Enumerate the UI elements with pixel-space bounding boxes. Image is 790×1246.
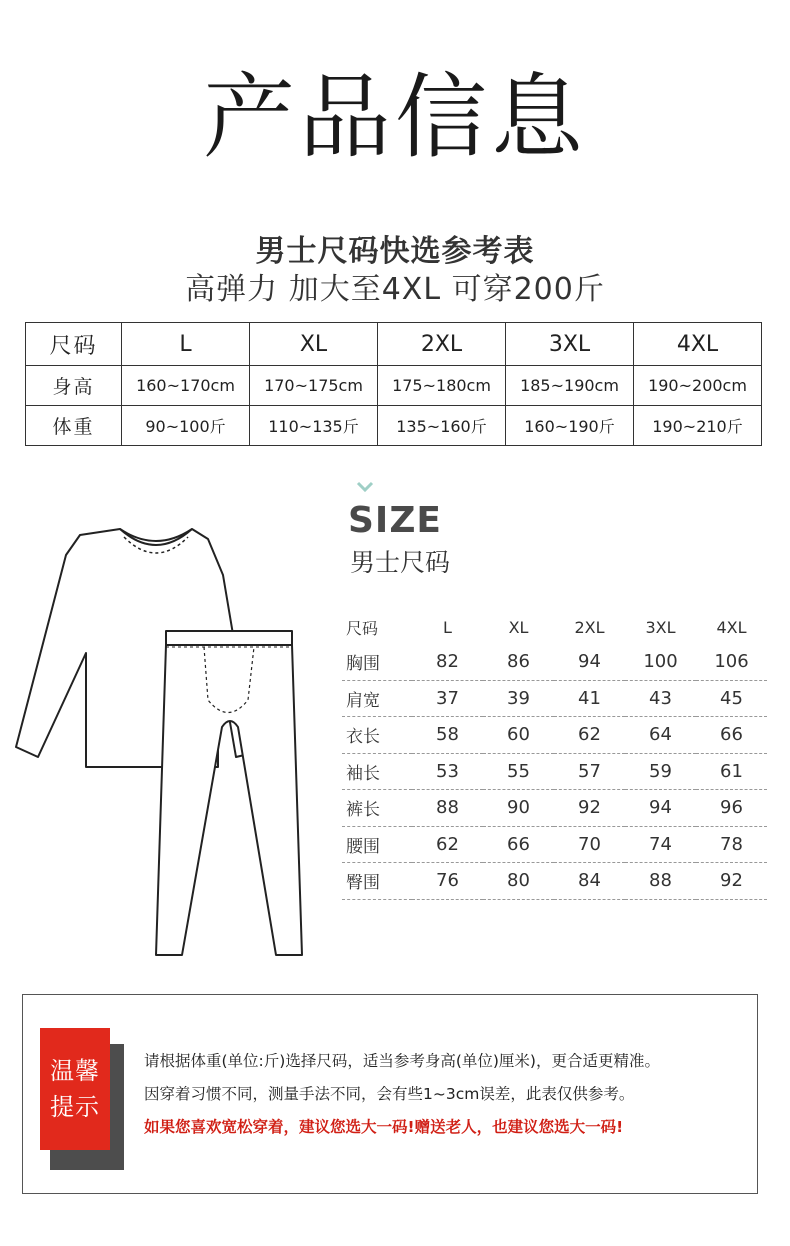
row-label: 腰围 [342,826,412,863]
table-cell: 94 [554,644,625,680]
notice-line: 因穿着习惯不同，测量手法不同，会有些1~3cm误差，此表仅供参考。 [144,1085,635,1103]
table-cell: 82 [412,644,483,680]
row-label: 胸围 [342,644,412,680]
spec-table-header-row [342,610,767,644]
height-row [26,366,762,406]
row-label: 体重 [26,406,122,446]
table-cell: 135~160斤 [378,406,506,446]
table-cell: 110~135斤 [250,406,378,446]
table-cell: 86 [483,644,554,680]
notice-text [144,1046,660,1145]
table-cell: 76 [412,863,483,900]
row-label: 裤长 [342,790,412,827]
header-cell: 3XL [645,617,676,637]
table-row [342,826,767,863]
header-cell: 2XL [378,323,506,366]
page-title: 产品信息 [202,64,587,171]
table-cell: 84 [554,863,625,900]
row-label: 臀围 [342,863,412,900]
table-cell: 37 [412,680,483,717]
row-label: 身高 [26,366,122,406]
header-cell: L [122,323,250,366]
header-cell: 尺码 [26,323,122,366]
table-cell: 92 [554,790,625,827]
table-row [342,863,767,900]
table-row [342,644,767,680]
table-cell: 106 [696,644,767,680]
table-cell: 96 [696,790,767,827]
chevron-down-icon [356,480,374,494]
table-cell: 45 [696,680,767,717]
size-spec-table [342,610,767,900]
reference-table-header-row [26,323,762,366]
table-cell: 55 [483,753,554,790]
row-label: 袖长 [342,753,412,790]
header-cell: L [443,617,452,637]
table-cell: 88 [625,863,696,900]
size-subheading: 男士尺码 [350,548,451,577]
table-cell: 78 [696,826,767,863]
table-cell: 57 [554,753,625,790]
table-cell: 60 [483,717,554,754]
chart-tagline: 高弹力 加大至4XL 可穿200斤 [185,272,605,307]
table-cell: 62 [554,717,625,754]
table-cell: 64 [625,717,696,754]
table-cell: 88 [412,790,483,827]
notice-tab-line1: 温馨 [50,1057,100,1085]
table-row [342,680,767,717]
notice-warning-line: 如果您喜欢宽松穿着，建议您选大一码!赠送老人，也建议您选大一码! [144,1118,624,1136]
table-cell: 66 [696,717,767,754]
chart-title: 男士尺码快选参考表 [255,234,535,269]
thermal-underwear-illustration-icon [8,525,308,960]
table-cell: 100 [625,644,696,680]
table-cell: 74 [625,826,696,863]
table-cell: 62 [412,826,483,863]
table-cell: 80 [483,863,554,900]
row-label: 肩宽 [342,680,412,717]
row-label: 衣长 [342,717,412,754]
table-cell: 160~190斤 [506,406,634,446]
table-cell: 170~175cm [250,366,378,406]
table-cell: 175~180cm [378,366,506,406]
table-cell: 190~200cm [634,366,762,406]
size-heading: SIZE [348,500,443,541]
table-cell: 94 [625,790,696,827]
table-row [342,790,767,827]
table-cell: 53 [412,753,483,790]
table-cell: 70 [554,826,625,863]
table-cell: 43 [625,680,696,717]
table-cell: 90~100斤 [122,406,250,446]
table-cell: 39 [483,680,554,717]
weight-row [26,406,762,446]
notice-tab [40,1028,110,1150]
table-cell: 90 [483,790,554,827]
table-cell: 190~210斤 [634,406,762,446]
table-cell: 92 [696,863,767,900]
table-cell: 61 [696,753,767,790]
header-cell: 3XL [506,323,634,366]
quick-size-reference-table [25,322,762,446]
header-cell: 4XL [716,617,747,637]
notice-line: 请根据体重(单位:斤)选择尺码，适当参考身高(单位)厘米)，更合适更精准。 [144,1052,660,1070]
header-cell: 2XL [574,617,605,637]
table-row [342,717,767,754]
header-cell: XL [250,323,378,366]
header-cell: XL [508,617,529,637]
notice-tab-line2: 提示 [50,1093,100,1121]
table-cell: 66 [483,826,554,863]
table-cell: 58 [412,717,483,754]
table-cell: 59 [625,753,696,790]
table-cell: 41 [554,680,625,717]
table-cell: 160~170cm [122,366,250,406]
table-cell: 185~190cm [506,366,634,406]
header-cell: 4XL [634,323,762,366]
header-cell: 尺码 [346,618,379,638]
table-row [342,753,767,790]
